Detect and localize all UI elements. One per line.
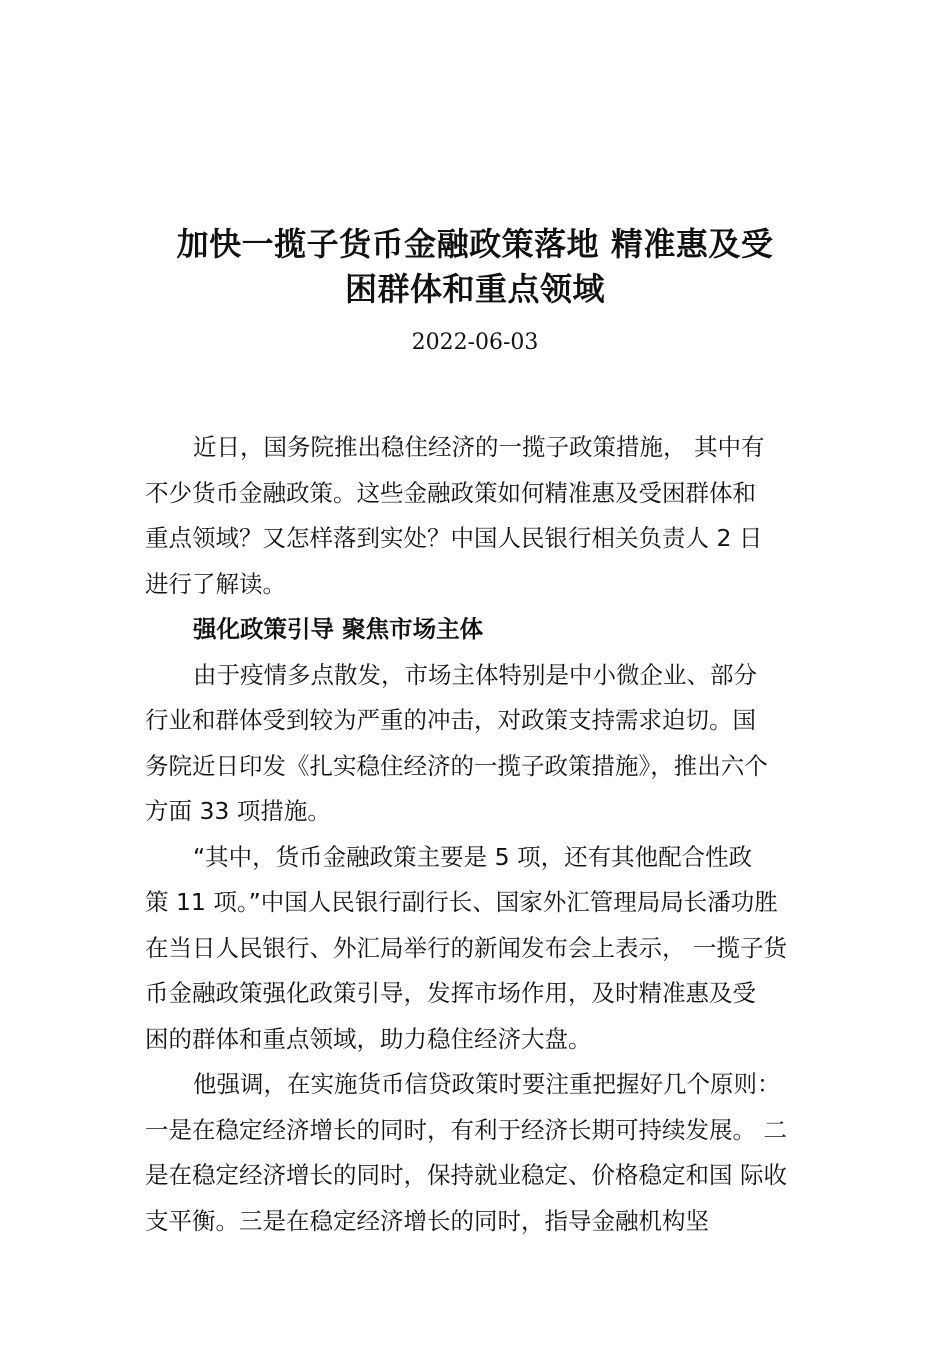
article-body — [145, 425, 835, 1244]
article-title — [145, 222, 805, 312]
article-title-line-1: 加快一揽子货币金融政策落地 精准惠及受 — [176, 225, 774, 263]
body-line-10: “其中，货币金融政策主要是 5 项，还有其他配合性政 — [193, 842, 753, 871]
body-line-13: 币金融政策强化政策引导，发挥市场作用，及时精准惠及受 — [145, 979, 756, 1007]
body-line-2: 不少货币金融政策。这些金融政策如何精准惠及受困群体和 — [145, 478, 756, 507]
body-line-18: 支平衡。三是在稳定经济增长的同时，指导金融机构坚 — [145, 1206, 709, 1235]
body-line-17: 是在稳定经济增长的同时，保持就业稳定、价格稳定和国 际收 — [145, 1161, 787, 1189]
body-line-14: 困的群体和重点领域，助力稳住经济大盘。 — [145, 1024, 592, 1053]
body-line-7: 行业和群体受到较为严重的冲击，对政策支持需求迫切。国 — [145, 706, 756, 734]
body-line-12: 在当日人民银行、外汇局举行的新闻发布会上表示， 一揽子货 — [145, 933, 787, 962]
body-line-9: 方面 33 项措施。 — [145, 797, 331, 825]
body-line-3: 重点领域？又怎样落到实处？中国人民银行相关负责人 2 日 — [145, 524, 763, 552]
article-title-line-2: 困群体和重点领域 — [344, 270, 605, 308]
body-line-1: 近日，国务院推出稳住经济的一揽子政策措施， 其中有 — [193, 433, 765, 461]
article-date: 2022-06-03 — [411, 330, 539, 355]
body-line-11: 策 11 项。”中国人民银行副行长、国家外汇管理局局长潘功胜 — [145, 888, 778, 916]
body-line-4: 进行了解读。 — [145, 569, 286, 598]
section-heading: 强化政策引导 聚焦市场主体 — [193, 615, 484, 643]
body-line-16: 一是在稳定经济增长的同时，有利于经济长期可持续发展。 二 — [145, 1115, 787, 1144]
body-line-8: 务院近日印发《扎实稳住经济的一揽子政策措施》，推出六个 — [145, 751, 768, 780]
body-line-6: 由于疫情多点散发，市场主体特别是中小微企业、部分 — [193, 660, 757, 689]
body-line-15: 他强调，在实施货币信贷政策时要注重把握好几个原则： — [193, 1070, 781, 1098]
